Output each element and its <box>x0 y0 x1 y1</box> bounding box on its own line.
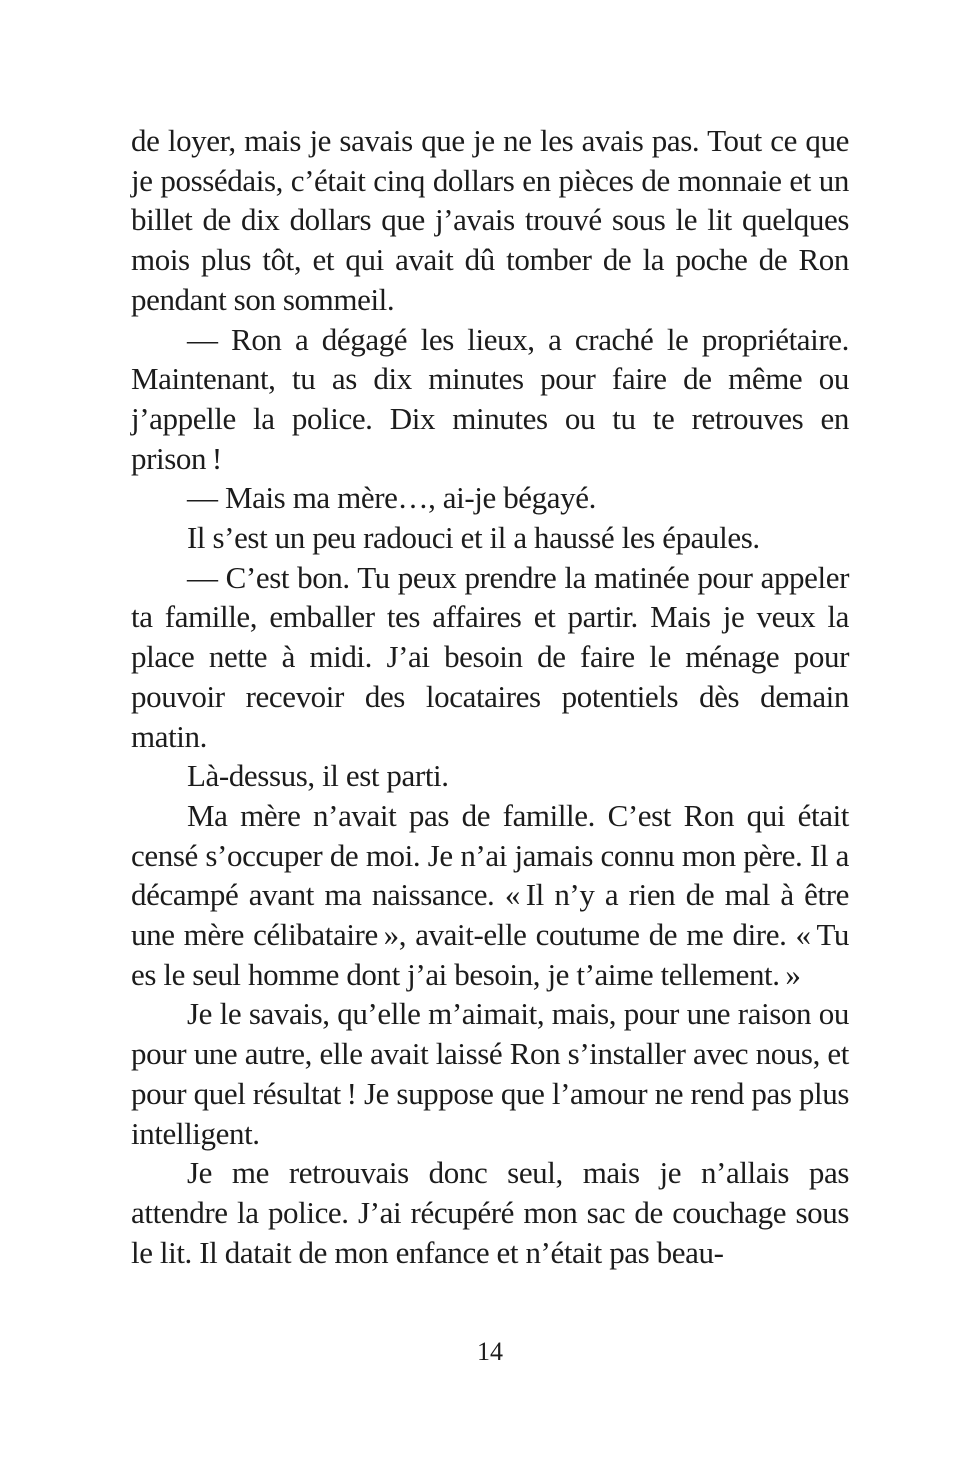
paragraph: — Ron a dégagé les lieux, a craché le propriétaire. Maintenant, tu as dix minutes pour faire de même ou j’appelle la police. Dix minutes ou tu te retrouves en prison ! <box>131 321 849 476</box>
paragraph: Je le savais, qu’elle m’aimait, mais, pour une raison ou pour une autre, elle avait laissé Ron s’installer avec nous, et pour quel résultat ! Je suppose que l’amour ne rend pas plus intelligent. <box>131 996 849 1151</box>
paragraph: de loyer, mais je savais que je ne les avais pas. Tout ce que je possédais, c’était cinq dollars en pièces de monnaie et un billet de dix dollars que j’avais trouvé sous le lit quelques mois plus tôt, et qui avait dû tomber de la poche de Ron pendant son sommeil. <box>131 123 849 317</box>
paragraph: Je me retrouvais donc seul, mais je n’allais pas attendre la police. J’ai récupéré mon sac de couchage sous le lit. Il datait de mon enfance et n’était pas beau- <box>131 1155 849 1270</box>
paragraph: Là-dessus, il est parti. <box>187 758 449 794</box>
paragraph: — Mais ma mère…, ai-je bégayé. <box>187 480 596 516</box>
paragraph: Ma mère n’avait pas de famille. C’est Ron qui était censé s’occuper de moi. Je n’ai jamais connu mon père. Il a décampé avant ma naissance. « Il n’y a rien de mal à être une mère célibataire », avait-elle coutume de me dire. « Tu es le seul homme dont j’ai besoin, je t’aime tellement. » <box>131 797 849 992</box>
paragraph: — C’est bon. Tu peux prendre la matinée pour appeler ta famille, emballer tes affaires et partir. Mais je veux la place nette à midi. J’ai besoin de faire le ménage pour pouvoir recevoir des locataires potentiels dès demain matin. <box>131 559 849 754</box>
text-block <box>131 121 849 1272</box>
page-number: 14 <box>477 1337 503 1366</box>
paragraph: Il s’est un peu radouci et il a haussé les épaules. <box>187 520 760 556</box>
